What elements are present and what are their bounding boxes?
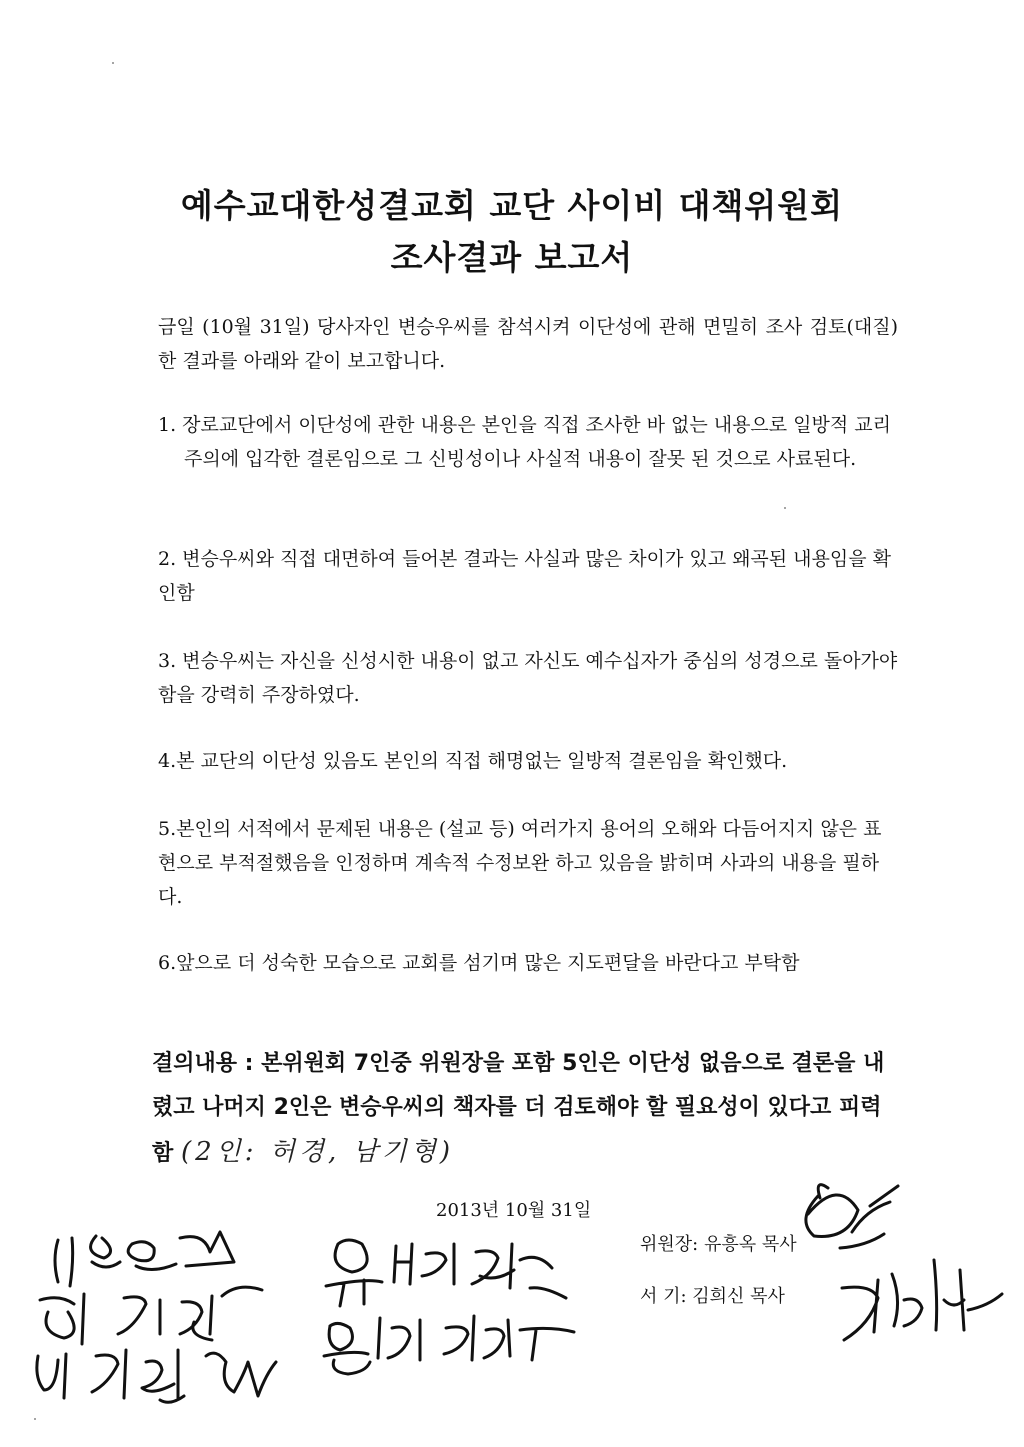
scan-speck: [112, 62, 114, 64]
finding-item-1: 1. 장로교단에서 이단성에 관한 내용은 본인을 직접 조사한 바 없는 내용으로 일방적 교리주의에 입각한 결론임으로 그 신빙성이나 사실적 내용이 잘못 된 것으로 사료된다.: [158, 414, 891, 470]
signature-yoon: [324, 1316, 574, 1374]
document-title: 예수교대한성결교회 교단 사이비 대책위원회: [180, 186, 844, 225]
finding-item-4: 4.본 교단의 이단성 있음도 본인의 직접 해명없는 일방적 결론임을 확인했다.: [158, 750, 788, 772]
signature-heo: [40, 1287, 262, 1344]
finding-item-6: 6.앞으로 더 성숙한 모습으로 교회를 섬기며 많은 지도편달을 바란다고 부탁함: [158, 952, 800, 974]
scan-speck: [34, 1418, 36, 1420]
finding-item-2: 2. 변승우씨와 직접 대면하여 들어본 결과는 사실과 많은 차이가 있고 왜곡된 내용임을 확인함: [158, 548, 891, 604]
signature-lee: [55, 1232, 234, 1286]
signature-yoo: [326, 1240, 566, 1306]
signature-chair: [806, 1185, 898, 1248]
finding-item-5: 5.본인의 서적에서 문제된 내용은 (설교 등) 여러가지 용어의 오해와 다듬어지지 않은 표현으로 부적절했음을 인정하며 계속적 수정보완 하고 있음을 밝히며 사과의 내용을 필하다.: [158, 818, 882, 908]
report-date: 2013년 10월 31일: [436, 1200, 592, 1221]
chair-signatory: 위원장: 유흥옥 목사: [640, 1234, 797, 1255]
resolution-paragraph: [152, 1042, 892, 1176]
signature-nam: [37, 1350, 276, 1402]
resolution-text: 결의내용 : 본위원회 7인중 위원장을 포함 5인은 이단성 없음으로 결론을 내렸고 나머지 2인은 변승우씨의 책자를 더 검토해야 할 필요성이 있다고 피력함: [152, 1051, 885, 1166]
document-subtitle: 조사결과 보고서: [390, 238, 634, 277]
secretary-signatory: 서 기: 김희신 목사: [640, 1286, 785, 1307]
finding-item-3: 3. 변승우씨는 자신을 신성시한 내용이 없고 자신도 예수십자가 중심의 성경으로 돌아가야 함을 강력히 주장하였다.: [158, 650, 898, 706]
signature-secretary: [842, 1260, 1002, 1340]
scan-speck: [784, 507, 786, 509]
intro-paragraph: 금일 (10월 31일) 당사자인 변승우씨를 참석시켜 이단성에 관해 면밀히 조사 검토(대질)한 결과를 아래와 같이 보고합니다.: [158, 316, 898, 372]
handwritten-note: (2인: 허경, 남기형): [180, 1137, 455, 1167]
